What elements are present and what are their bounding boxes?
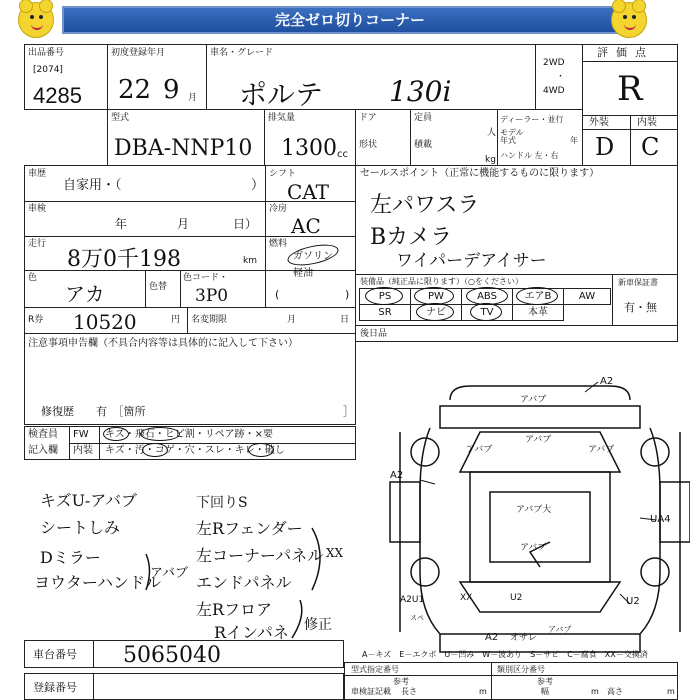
- nameplate-month: 月: [287, 315, 297, 325]
- inspection-day: 日）: [233, 217, 258, 231]
- door-label: ドア: [359, 113, 377, 123]
- disp-value: 1300: [281, 136, 337, 161]
- shape-label: 形状: [359, 140, 378, 150]
- shift-label: シフト: [269, 169, 297, 179]
- car-damage-diagram: [380, 372, 690, 672]
- inspection-month: 月: [177, 217, 190, 231]
- diag-abub-bottom: アバブ: [548, 625, 572, 634]
- inspector-row1-head: FW: [73, 429, 89, 440]
- color-code-value: 3P0: [195, 286, 229, 306]
- disp-unit: cc: [337, 149, 348, 160]
- recycle-unit: 円: [171, 315, 181, 325]
- sales-line2: Bカメラ: [370, 225, 453, 250]
- inspection-label: 車検: [28, 204, 47, 214]
- mileage-label: 走行: [28, 239, 47, 249]
- registration-label: 登録番号: [33, 681, 77, 694]
- kg-unit: kg: [485, 155, 496, 165]
- inspector-row2: キズ・汚・コゲ・穴・スレ・キレ・破し: [105, 445, 285, 456]
- cooling-label: 冷房: [269, 204, 288, 214]
- reg-month-unit: 月: [188, 93, 198, 103]
- reg-year: 22: [118, 75, 152, 105]
- diagram-legend: A－キズ E－エクボ U－凹み W－波あり S－サビ C－腐食 XX－交換済: [362, 650, 648, 659]
- bottom-l3: 参考: [393, 677, 409, 686]
- mileage-unit: km: [243, 256, 257, 266]
- cooling-value: AC: [291, 214, 321, 238]
- equip-pw: PW: [410, 288, 462, 305]
- dealer-l3: 年式: [500, 136, 516, 145]
- dealer-l1: ディーラー・並行: [500, 115, 564, 124]
- remark-left-side: アバブ: [150, 566, 188, 581]
- color-value: アカ: [65, 282, 105, 306]
- lot-label: 出品番号: [28, 48, 65, 58]
- equip-airbag: エアB: [512, 288, 564, 305]
- interior-label: 内装: [637, 117, 657, 128]
- diag-spe: スペ: [410, 614, 424, 622]
- equipment-label: 装備品（純正品に限ります）（○をください）: [360, 277, 523, 286]
- shift-value: CAT: [287, 180, 329, 204]
- dealer-l4: 年: [570, 136, 578, 145]
- fuel-gas: ガソリン: [293, 251, 333, 262]
- reg-label: 初度登録年月: [111, 48, 166, 58]
- score-label: 評価点: [597, 46, 654, 59]
- diag-abub-rear: アバブ: [520, 543, 547, 553]
- bottom-l8: 高さ: [607, 687, 623, 696]
- remark-right-0: 下回りS: [196, 495, 248, 511]
- equip-navi: ナビ: [410, 304, 462, 321]
- model-label: 型式: [111, 113, 130, 123]
- bottom-l10: m: [591, 687, 599, 696]
- diag-abub-rf: アバブ: [588, 445, 615, 455]
- diag-a2u1: A2U1: [400, 595, 425, 605]
- diag-a2-bottom: A2: [485, 632, 499, 643]
- remark-left-3: ヨウターハンドル: [34, 573, 162, 592]
- diag-a2-left: A2: [390, 470, 404, 481]
- inspection-year: 年: [115, 217, 128, 231]
- color-code-label: 色コード・: [183, 273, 229, 283]
- remark-right-3: エンドパネル: [196, 573, 292, 592]
- history-label: 車歴: [28, 169, 47, 179]
- capacity-label: 定員: [414, 113, 433, 123]
- drive-sep: ・: [556, 72, 566, 82]
- remark-right-1: 左Rフェンダー: [196, 519, 303, 538]
- remark-right-side1: XX: [326, 546, 344, 560]
- inspector-label2: 記入欄: [28, 445, 58, 456]
- repaint-label: 色替: [149, 282, 168, 292]
- repair-close: ］: [343, 405, 354, 418]
- recycle-label: R券: [28, 315, 44, 325]
- diag-abub-lf: アバブ: [466, 445, 493, 455]
- bottom-specs: [344, 662, 678, 700]
- paren-close: ): [345, 288, 350, 301]
- drive-4wd: 4WD: [543, 86, 565, 96]
- bottom-l6: 長さ: [401, 687, 417, 696]
- chassis-row: [24, 640, 344, 668]
- remark-right-2: 左コーナーパネル: [196, 546, 324, 565]
- exterior-label: 外装: [589, 117, 609, 128]
- dealer-l2: モデル: [500, 128, 524, 137]
- diag-u2-b: U2: [626, 596, 640, 607]
- diag-osare: オサレ: [510, 633, 537, 643]
- diag-u2-a: U2: [510, 593, 523, 603]
- remark-right-5: Rインパネ: [214, 623, 289, 642]
- lot-value: 4285: [33, 83, 82, 108]
- warranty-label: 新車保証書: [618, 278, 658, 287]
- fuel-label: 燃料: [269, 239, 288, 249]
- equip-tv: TV: [461, 304, 513, 321]
- equip-sr: SR: [359, 304, 411, 321]
- chassis-label: 車台番号: [33, 648, 77, 661]
- car-name: ポルテ: [239, 78, 324, 111]
- bottom-l9: m: [479, 687, 487, 696]
- diag-abub-large: アバブ大: [516, 505, 552, 515]
- nameplate-day: 日: [340, 315, 350, 325]
- nameplate-label: 名変期限: [191, 315, 228, 325]
- reg-month: 9: [163, 75, 180, 105]
- history-value: 自家用・（: [63, 178, 122, 193]
- bottom-l1: 型式指定番号: [351, 665, 399, 674]
- disp-label: 排気量: [268, 113, 296, 123]
- history-close: ）: [251, 178, 265, 193]
- model-value: DBA-NNP10: [114, 136, 253, 161]
- equip-ps: PS: [359, 288, 411, 305]
- diag-a2-top: A2: [600, 376, 614, 387]
- bottom-l2: 類別区分番号: [497, 665, 545, 674]
- remark-left-1: シートしみ: [40, 518, 121, 537]
- notes-label: 注意事項申告欄（不具合内容等は具体的に記入して下さい）: [28, 338, 298, 349]
- inspector-row1: キズ・飛石・ヒビ割・リペア跡・×要: [105, 429, 273, 440]
- exterior-score: D: [595, 133, 615, 161]
- bottom-l4: 参考: [537, 677, 553, 686]
- lot-sub: [2074]: [33, 65, 63, 75]
- diag-abub-roof: アバブ: [525, 435, 552, 445]
- diag-abub-hood: アバブ: [520, 395, 547, 405]
- person-unit: 人: [487, 128, 497, 138]
- paren-open: (: [275, 288, 280, 301]
- sales-line3: ワイパーデアイサー: [396, 251, 547, 271]
- registration-row: [24, 673, 344, 700]
- bottom-l11: m: [667, 687, 675, 696]
- drive-2wd: 2WD: [543, 58, 565, 68]
- inspector-row2-head: 内装: [73, 445, 93, 456]
- remark-right-4: 左Rフロア: [196, 600, 273, 619]
- remark-right-side2: 修正: [304, 617, 332, 633]
- score-value: R: [617, 69, 643, 109]
- inspector-label1: 検査員: [28, 429, 58, 440]
- load-label: 積載: [414, 140, 433, 150]
- rear-label: 後日品: [360, 329, 388, 339]
- remark-left-0: キズU-アバブ: [40, 491, 138, 510]
- remark-left-2: Dミラー: [40, 548, 101, 567]
- bottom-l5: 車検証記載: [351, 687, 391, 696]
- warranty-value: 有・無: [624, 301, 657, 314]
- equip-leather: 本革: [512, 304, 564, 321]
- sales-label: セールスポイント（正常に機能するものに限ります）: [360, 168, 600, 179]
- dealer-l5: ハンドル 左・右: [500, 151, 559, 160]
- fuel-diesel: 軽油: [293, 268, 313, 279]
- equip-aw: AW: [563, 288, 611, 305]
- equip-abs: ABS: [461, 288, 513, 305]
- diag-ua4: UA4: [650, 514, 671, 525]
- chassis-value: 5065040: [123, 643, 221, 668]
- sales-line1: 左パワスラ: [370, 193, 480, 218]
- bottom-l7: 幅: [541, 687, 549, 696]
- car-grade: 130i: [389, 75, 452, 108]
- interior-score: C: [641, 133, 660, 161]
- color-label: 色: [28, 273, 38, 283]
- car-label: 車名・グレード: [210, 48, 274, 58]
- diag-xx: XX: [460, 593, 473, 603]
- banner-title: 完全ゼロ切りコーナー: [62, 6, 638, 34]
- recycle-value: 10520: [73, 310, 137, 334]
- repair-label: 修復歴 有 ［箇所: [41, 405, 146, 418]
- mileage-value: 8万0千198: [67, 247, 181, 272]
